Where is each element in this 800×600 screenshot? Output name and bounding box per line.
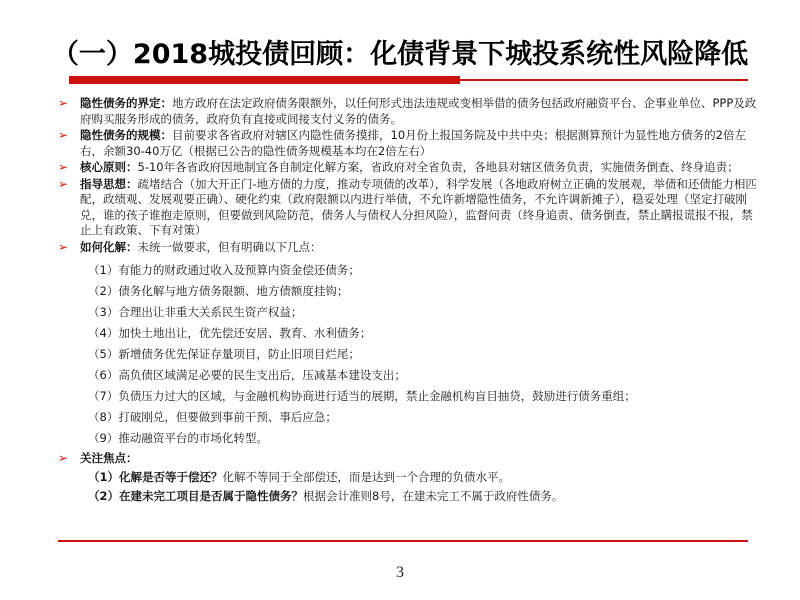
slide-title: （一）2018城投债回顾：化债背景下城投系统性风险降低 [51,39,749,70]
method-item: （1）有能力的财政通过收入及预算内资金偿还债务； [88,263,360,277]
bullet-guiding-ideology [58,177,758,239]
footer-divider [58,540,748,542]
focus-item [58,468,758,487]
bullet-how-to-resolve [58,240,758,256]
bullet-text: 地方政府在法定政府债务限额外，以任何形式违法违规或变相举借的债务包括政府融资平台、企事业单位、PPP及政府购买服务形成的债务，政府负有直接或间接支付义务的债务。 [80,96,757,126]
bullet-hidden-debt-scale [58,128,758,159]
focus-question: （2）在建未完工项目是否属于隐性债务？ [88,488,303,503]
bullet-text: 未统一做要求，但有明确以下几点： [137,239,322,254]
method-item: （9）推动融资平台的市场化转型。 [88,431,268,445]
title-underline-bar [69,76,460,84]
bullet-label: 隐性债务的规模： [80,128,172,142]
focus-item [58,487,758,506]
method-item: （5）新增债务优先保证存量项目，防止旧项目烂尾； [88,347,360,361]
bullet-label: 关注焦点： [80,451,138,465]
bullet-label: 指导思想： [80,176,138,191]
title-underline-line [460,79,748,81]
bullet-label: 核心原则： [80,160,138,174]
bullet-focus [58,451,758,467]
focus-answer: 化解不等同于全部偿还，而是达到一个合理的负债水平。 [222,469,511,484]
bullet-text: 5-10年各省政府因地制宜各自制定化解方案，省政府对全省负责，各地县对辖区债务负责，实施债务倒查、终身追责； [137,160,739,174]
slide-content [58,96,758,506]
method-item: （3）合理出让非重大关系民生资产权益； [88,305,303,319]
method-item: （2）债务化解与地方债务限额、地方债额度挂钩； [88,284,349,298]
method-item: （8）打破刚兑，但要做到事前干预、事后应急； [88,410,337,424]
arrow-bullet-icon: ➢ [58,451,69,465]
method-item: （6）高负债区域满足必要的民生支出后，压减基本建设支出； [88,368,406,382]
bullet-hidden-debt-definition [58,96,758,127]
focus-question: （1）化解是否等于偿还？ [88,469,223,484]
bullet-text: 目前要求各省政府对辖区内隐性债务摸排，10月份上报国务院及中共中央；根据测算预计为显性地方债务的2倍左右，余额30-40万亿（根据已公告的隐性债务规模基本均在2倍左右） [80,128,746,158]
method-item: （7）负债压力过大的区域，与金融机构协商进行适当的展期，禁止金融机构盲目抽贷，鼓励进行债务重组； [88,389,636,403]
arrow-bullet-icon: ➢ [58,176,69,191]
bullet-label: 隐性债务的界定： [80,96,172,110]
page-number: 3 [396,564,404,581]
method-item: （4）加快土地出让，优先偿还安居、教育、水利债务； [88,326,372,340]
focus-answer: 根据会计准则8号，在建未完工不属于政府性债务。 [303,488,564,503]
bullet-text: 疏堵结合（加大开正门-地方债的力度，推动专项债的改革），科学发展（各地政府树立正确的发展观，举债和还债能力相匹配，政绩观、发展观要正确）、硬化约束（政府限额以内进行举债，不允许新增隐性债务，不允许调新摊子），稳妥处理（坚定打破刚兑，谁的孩子谁抱走原则，但要做到风险防范，债务人与债权人分担风险），监督问责（终身追责、债务倒查，禁止瞒报谎报不报，禁止上有政策、下有对策） [80,176,757,237]
arrow-bullet-icon: ➢ [58,239,69,254]
arrow-bullet-icon: ➢ [58,96,69,110]
arrow-bullet-icon: ➢ [58,128,69,142]
bullet-label: 如何化解： [80,239,138,254]
arrow-bullet-icon: ➢ [58,160,69,174]
bullet-core-principle [58,160,758,176]
